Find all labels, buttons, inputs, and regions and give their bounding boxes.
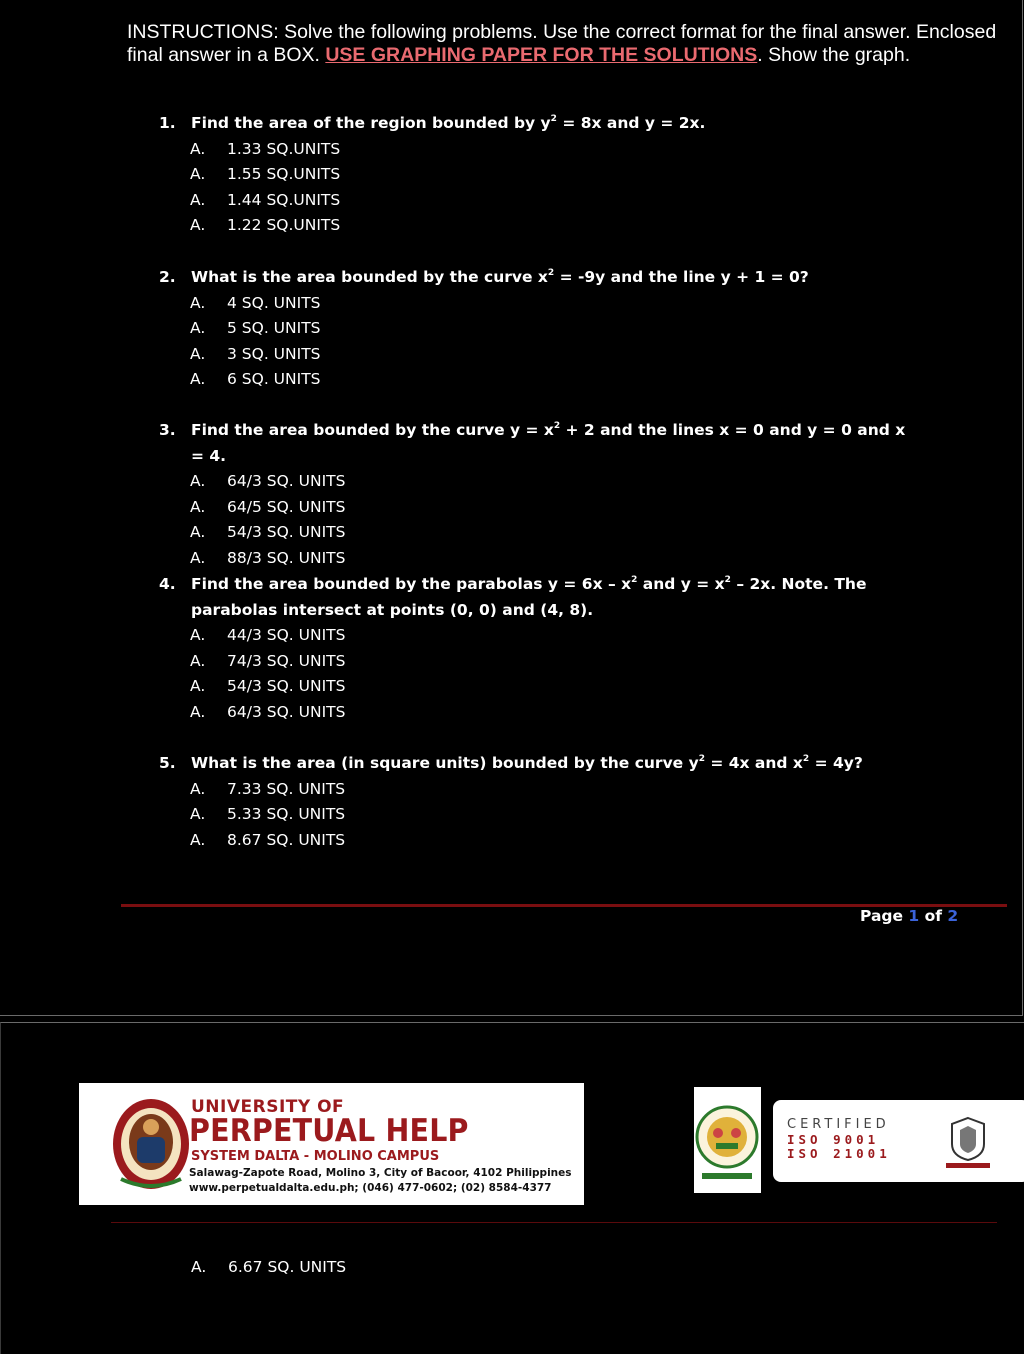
- question-number: 5.: [159, 754, 176, 772]
- college-of-engineering-logo-icon: [694, 1087, 761, 1193]
- instructions-text: INSTRUCTIONS: Solve the following problems. Use the correct format for the final answer. Enclosed final answer in a BOX.: [127, 21, 997, 66]
- question-number: 2.: [159, 268, 176, 286]
- certified-label: CERTIFIED: [787, 1117, 890, 1132]
- page-2: [0, 1022, 1024, 1354]
- instructions: [127, 21, 1007, 66]
- question-2: [159, 265, 919, 393]
- question-text: Find the area of the region bounded by $y^2 = 8x$ and y = 2x.: [191, 114, 706, 132]
- bureau-veritas-icon: [946, 1116, 990, 1168]
- question-4: [159, 572, 919, 725]
- choice[interactable]: A. 6.67 SQ. UNITS: [191, 1258, 347, 1276]
- question-5: [159, 751, 919, 853]
- question-number: 4.: [159, 575, 176, 593]
- choice[interactable]: A. 54/3 SQ. UNITS: [190, 523, 346, 542]
- choice[interactable]: A. 44/3 SQ. UNITS: [190, 626, 346, 645]
- choice[interactable]: A. 6 SQ. UNITS: [190, 370, 321, 389]
- choice[interactable]: A. 74/3 SQ. UNITS: [190, 651, 346, 670]
- choice[interactable]: A. 5 SQ. UNITS: [190, 319, 321, 338]
- choice-list: [190, 623, 919, 725]
- choice[interactable]: A. 1.44 SQ.UNITS: [190, 190, 341, 209]
- question-number: 1.: [159, 114, 176, 132]
- question-text: Find the area bounded by the parabolas $y = 6x - x^2$ and $y = x^2 - 2x$. Note. The parabolas intersect at points (0, 0) and (4, 8).: [191, 575, 867, 619]
- choice[interactable]: A. 1.22 SQ.UNITS: [190, 216, 341, 235]
- iso-certification-badge: [773, 1100, 1024, 1182]
- university-name-line-2: PERPETUAL HELP: [189, 1113, 469, 1149]
- choice[interactable]: A. 4 SQ. UNITS: [190, 293, 321, 312]
- choice[interactable]: A. 3 SQ. UNITS: [190, 344, 321, 363]
- choice[interactable]: A. 54/3 SQ. UNITS: [190, 677, 346, 696]
- iso-standards: ISO 9001 ISO 21001: [787, 1132, 891, 1161]
- choice[interactable]: A. 5.33 SQ. UNITS: [190, 805, 346, 824]
- graphing-paper-link[interactable]: USE GRAPHING PAPER FOR THE SOLUTIONS: [325, 43, 758, 66]
- choice[interactable]: A. 64/3 SQ. UNITS: [190, 702, 346, 721]
- choice-list: [190, 137, 919, 239]
- question-text: What is the area (in square units) bounded by the curve $y^2 = 4x$ and $x^2 = 4y$?: [191, 754, 863, 772]
- university-name-line-1: UNIVERSITY OF: [191, 1097, 345, 1117]
- choice-list: [190, 469, 919, 571]
- choice[interactable]: A. 1.55 SQ.UNITS: [190, 165, 341, 184]
- choice[interactable]: A. 88/3 SQ. UNITS: [190, 548, 346, 567]
- choice[interactable]: A. 7.33 SQ. UNITS: [190, 779, 346, 798]
- university-seal-icon: [111, 1097, 191, 1191]
- choice-list: [190, 291, 919, 393]
- choice[interactable]: A. 64/5 SQ. UNITS: [190, 497, 346, 516]
- question-text: Find the area bounded by the curve $y = x^2 + 2$ and the lines x = 0 and y = 0 and x = 4.: [191, 421, 906, 465]
- choice[interactable]: A. 1.33 SQ.UNITS: [190, 139, 341, 158]
- instructions-tail: . Show the graph.: [757, 43, 911, 66]
- question-1: [159, 111, 919, 239]
- question-3: [159, 418, 919, 571]
- question-number: 3.: [159, 421, 176, 439]
- university-address: Salawag-Zapote Road, Molino 3, City of Bacoor, 4102 Philippines www.perpetualdalta.edu.ph; (046) 477-0602; (02) 8584-4377: [189, 1167, 572, 1194]
- question-text: What is the area bounded by the curve $x^2 = -9y$ and the line y + 1 = 0?: [191, 268, 809, 286]
- choice[interactable]: A. 8.67 SQ. UNITS: [190, 830, 346, 849]
- choice-list: [190, 777, 919, 854]
- header-divider: [111, 1222, 997, 1223]
- university-header-logo: [79, 1083, 584, 1205]
- page-indicator: Page 1 of 2: [860, 907, 959, 925]
- campus-name: SYSTEM DALTA - MOLINO CAMPUS: [191, 1149, 440, 1164]
- choice[interactable]: A. 64/3 SQ. UNITS: [190, 472, 346, 491]
